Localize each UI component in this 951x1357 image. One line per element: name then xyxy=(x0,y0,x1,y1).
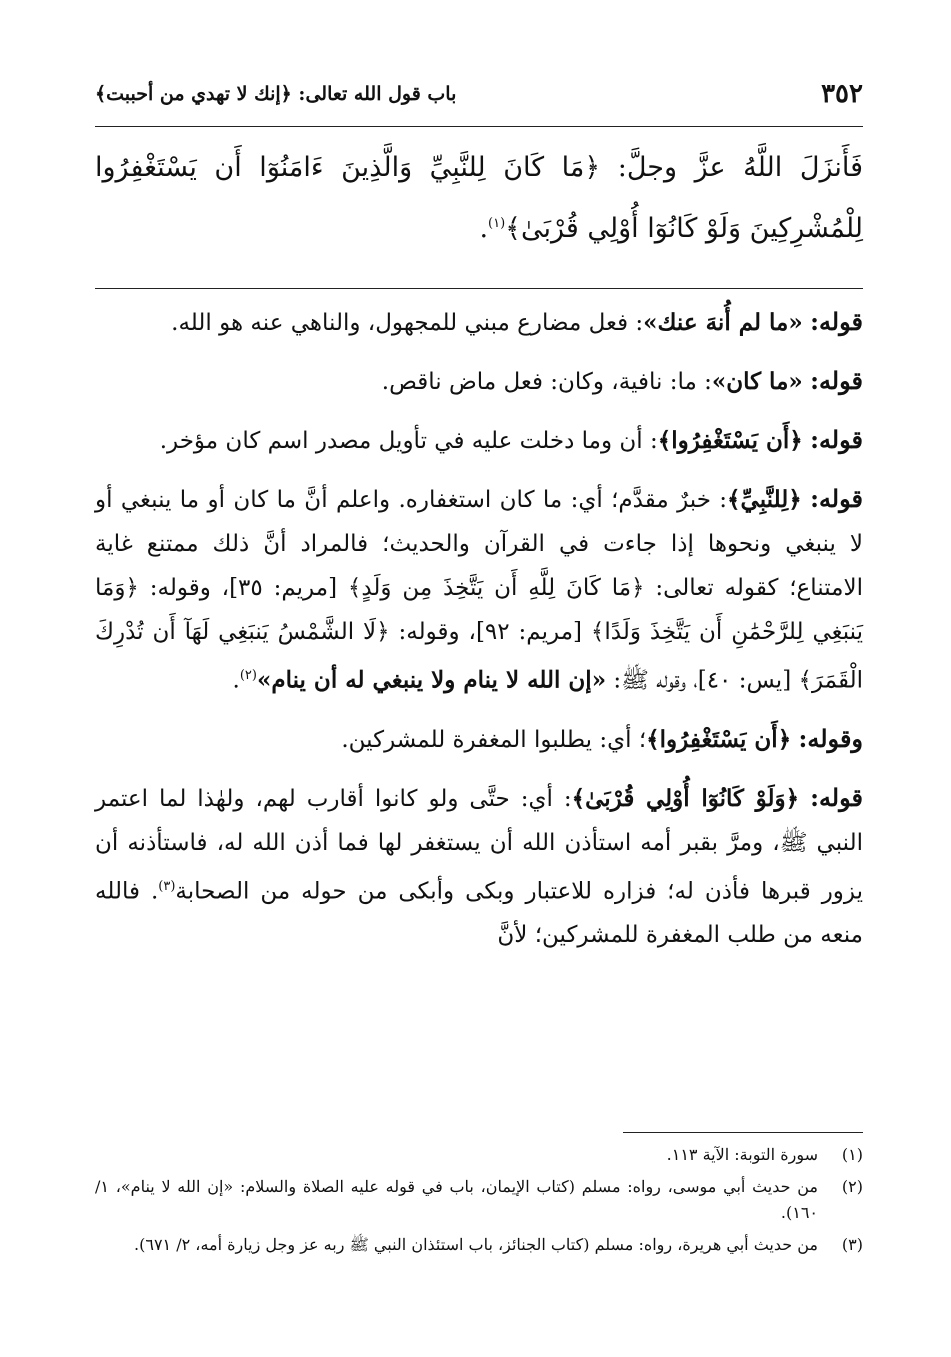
verse-end: . xyxy=(479,213,489,244)
running-title: باب قول الله تعالى: ﴿إنك لا تهدي من أحببت﴾ xyxy=(95,83,457,105)
paragraph-text: : خبرٌ مقدَّم؛ أي: ما كان استغفاره. واعلم أنَّ ما كان أو ما ينبغي أو لا ينبغي ونحوها إذا جاءت في القرآن والحديث؛ فالمراد أنَّ ذلك ممتنع غاية الامتناع؛ كقوله تعالى: ﴿مَا كَانَ لِلَّهِ أَن يَتَّخِذَ مِن وَلَدٍ﴾ [مريم: ٣٥]، وقوله: ﴿وَمَا يَنبَغِي لِلرَّحْمَٰنِ أَن يَتَّخِذَ وَلَدًا﴾ [مريم: ٩٢]، وقوله: ﴿لَا الشَّمْسُ يَنبَغِي لَهَآ أَن تُدْرِكَ الْقَمَرَ﴾ [يس: ٤٠]، وقوله ﷺ: xyxy=(95,487,863,694)
verse-separator-rule xyxy=(95,288,863,289)
footnote-ref-1: (١) xyxy=(488,216,506,231)
footnote-number: (١) xyxy=(841,1145,863,1164)
paragraph-quote: ﴿أَن يَسْتَغْفِرُوا﴾ xyxy=(657,427,803,454)
footnote-text: سورة التوبة: الآية ١١٣. xyxy=(666,1145,818,1164)
paragraph-quote: «ما لم أُنهَ عنك» xyxy=(643,309,803,336)
footnote xyxy=(95,1174,863,1226)
footnote-ref-3: (٣) xyxy=(158,878,176,894)
quran-verse xyxy=(95,140,863,257)
footnote xyxy=(95,1232,863,1258)
paragraph-text: ؛ أي: يطلبوا المغفرة للمشركين. xyxy=(341,726,647,753)
paragraph-quote: ﴿أَن يَسْتَغْفِرُوا﴾ xyxy=(646,725,792,753)
paragraph-text-continued: . فالله منعه من طلب المغفرة للمشركين؛ لأنَّ xyxy=(95,878,863,949)
paragraph-quote: ﴿وَلَوْ كَانُوٓا أُوْلِي قُرْبَىٰ﴾ xyxy=(571,784,800,812)
footnote-number: (٢) xyxy=(841,1177,863,1196)
paragraph-keyword: قوله: xyxy=(810,782,863,812)
paragraph-keyword: قوله: xyxy=(810,425,863,454)
paragraph-text: : أي: حتَّى ولو كانوا أقارب لهم، ولهٰذا لما اعتمر النبي ﷺ، ومرَّ بقبر أمه استأذن الله أن يستغفر لها فما أذن الله له، فاستأذنه أن يزور قبرها فأذن له؛ فزاره للاعتبار وبكى وأبكى من حوله من الصحابة xyxy=(95,785,864,905)
paragraph-quote: ﴿لِلنَّبِيِّ﴾ xyxy=(727,486,802,513)
commentary-paragraph xyxy=(95,776,863,958)
footnotes xyxy=(95,1142,863,1264)
paragraph-keyword: وقوله: xyxy=(798,723,863,753)
commentary-paragraph xyxy=(95,418,863,463)
footnote-text: من حديث أبي موسى، رواه: مسلم (كتاب الإيمان، باب في قوله عليه الصلاة والسلام: «إن الله لا ينام»، ١/ ١٦٠). xyxy=(95,1177,818,1222)
footnote-number: (٣) xyxy=(841,1235,863,1254)
paragraph-text: : ما: نافية، وكان: فعل ماض ناقص. xyxy=(381,369,712,395)
page-number: ٣٥٢ xyxy=(821,79,863,109)
commentary-paragraph xyxy=(95,717,863,762)
paragraph-end: . xyxy=(232,667,240,694)
paragraph-text: : فعل مضارع مبني للمجهول، والناهي عنه هو الله. xyxy=(171,310,644,336)
footnote-text: من حديث أبي هريرة، رواه: مسلم (كتاب الجنائز، باب استئذان النبي ﷺ ربه عز وجل زيارة أمه، ٢/ ٦٧١). xyxy=(134,1235,818,1254)
paragraph-keyword: قوله: xyxy=(810,307,863,336)
commentary-paragraph xyxy=(95,300,863,345)
header-rule xyxy=(95,126,863,127)
commentary-paragraph xyxy=(95,477,863,703)
footnote-separator xyxy=(623,1132,863,1133)
paragraph-keyword: قوله: xyxy=(810,366,863,395)
hadith-quote: «إن الله لا ينام ولا ينبغي له أن ينام» xyxy=(256,666,607,694)
paragraph-keyword: قوله: xyxy=(810,484,863,513)
verse-text: فَأَنزَلَ اللَّهُ عزَّ وجلَّ: ﴿مَا كَانَ لِلنَّبِيِّ وَالَّذِينَ ءَامَنُوٓا أَن يَسْتَغْفِرُوا لِلْمُشْرِكِينَ وَلَوْ كَانُوٓا أُوْلِي قُرْبَىٰ﴾ xyxy=(95,152,863,244)
commentary-paragraph xyxy=(95,359,863,404)
footnote-ref-2: (٢) xyxy=(239,668,257,683)
commentary-body xyxy=(95,300,863,971)
paragraph-quote: «ما كان» xyxy=(711,368,803,395)
book-page xyxy=(95,60,863,1330)
paragraph-text: : أن وما دخلت عليه في تأويل مصدر اسم كان مؤخر. xyxy=(159,428,658,454)
page-header xyxy=(95,74,863,114)
footnote xyxy=(95,1142,863,1168)
